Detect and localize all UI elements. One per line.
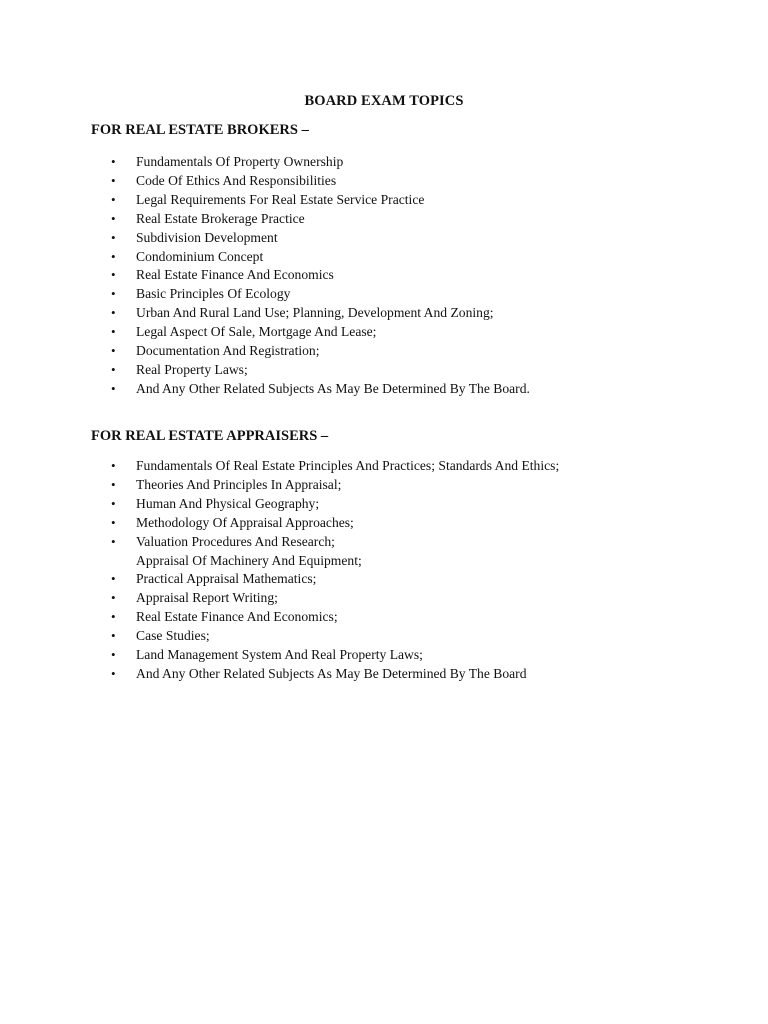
list-item bbox=[0, 608, 559, 627]
list-item bbox=[0, 304, 530, 323]
list-item bbox=[0, 342, 530, 361]
list-item-text: Land Management System And Real Property Laws; bbox=[136, 647, 423, 663]
list-item-text: Methodology Of Appraisal Approaches; bbox=[136, 514, 354, 530]
bullet-icon: • bbox=[111, 380, 116, 396]
list-item-text: Condominium Concept bbox=[136, 248, 264, 264]
list-item bbox=[0, 476, 559, 495]
bullet-icon: • bbox=[111, 343, 116, 359]
list-item-text: Real Estate Finance And Economics; bbox=[136, 609, 338, 625]
list-item bbox=[0, 191, 530, 210]
list-item bbox=[0, 665, 559, 684]
list-item-text: Subdivision Development bbox=[136, 229, 278, 245]
list-item bbox=[0, 380, 530, 399]
list-item bbox=[0, 172, 530, 191]
list-item bbox=[0, 495, 559, 514]
bullet-icon: • bbox=[111, 628, 116, 644]
brokers-section-heading: FOR REAL ESTATE BROKERS – bbox=[91, 122, 309, 138]
list-item bbox=[0, 210, 530, 229]
list-item-text: Basic Principles Of Ecology bbox=[136, 286, 291, 302]
bullet-icon: • bbox=[111, 495, 116, 511]
bullet-icon: • bbox=[111, 267, 116, 283]
list-item bbox=[0, 589, 559, 608]
bullet-icon: • bbox=[111, 324, 116, 340]
brokers-topic-list bbox=[0, 153, 530, 399]
bullet-icon: • bbox=[111, 665, 116, 681]
list-item-text: Case Studies; bbox=[136, 628, 210, 644]
bullet-icon: • bbox=[111, 248, 116, 264]
list-item-text: Real Estate Finance And Economics bbox=[136, 267, 334, 283]
list-item bbox=[0, 570, 559, 589]
bullet-icon: • bbox=[111, 590, 116, 606]
list-item bbox=[0, 266, 530, 285]
list-item bbox=[0, 627, 559, 646]
document-title: BOARD EXAM TOPICS bbox=[304, 93, 464, 109]
bullet-icon: • bbox=[111, 609, 116, 625]
bullet-icon: • bbox=[111, 305, 116, 321]
list-item-text: Appraisal Of Machinery And Equipment; bbox=[136, 552, 362, 568]
list-item-text: Code Of Ethics And Responsibilities bbox=[136, 172, 337, 188]
list-item bbox=[0, 457, 559, 476]
list-item bbox=[0, 514, 559, 533]
list-item-text: Fundamentals Of Real Estate Principles And Practices; Standards And Ethics; bbox=[136, 458, 560, 473]
bullet-icon: • bbox=[111, 286, 116, 302]
list-item bbox=[0, 229, 530, 248]
bullet-icon: • bbox=[111, 514, 116, 530]
bullet-icon: • bbox=[111, 191, 116, 207]
bullet-icon: • bbox=[111, 361, 116, 377]
list-item-text: Documentation And Registration; bbox=[136, 343, 320, 359]
list-item-text: Practical Appraisal Mathematics; bbox=[136, 571, 317, 587]
list-item-text: Valuation Procedures And Research; bbox=[136, 533, 335, 549]
bullet-icon: • bbox=[111, 229, 116, 245]
list-item-text: And Any Other Related Subjects As May Be Determined By The Board. bbox=[136, 380, 530, 396]
bullet-icon: • bbox=[111, 647, 116, 663]
list-item bbox=[0, 153, 530, 172]
list-item-text: Human And Physical Geography; bbox=[136, 495, 320, 511]
list-item-text: Theories And Principles In Appraisal; bbox=[136, 476, 342, 492]
list-item bbox=[0, 361, 530, 380]
bullet-icon: • bbox=[111, 533, 116, 549]
list-item-text: And Any Other Related Subjects As May Be Determined By The Board bbox=[136, 665, 527, 681]
list-item-text: Legal Requirements For Real Estate Service Practice bbox=[136, 191, 425, 207]
list-item bbox=[0, 248, 530, 267]
bullet-icon: • bbox=[111, 154, 116, 169]
bullet-icon: • bbox=[111, 458, 116, 473]
list-item-text: Legal Aspect Of Sale, Mortgage And Lease; bbox=[136, 324, 377, 340]
bullet-icon: • bbox=[111, 210, 116, 226]
bullet-icon: • bbox=[111, 571, 116, 587]
list-item-text: Fundamentals Of Property Ownership bbox=[136, 154, 344, 169]
appraisers-topic-list bbox=[0, 457, 559, 684]
bullet-icon: • bbox=[111, 476, 116, 492]
list-item-text: Appraisal Report Writing; bbox=[136, 590, 278, 606]
list-item-text: Real Estate Brokerage Practice bbox=[136, 210, 305, 226]
bullet-icon: • bbox=[111, 172, 116, 188]
list-item bbox=[0, 533, 559, 571]
list-item bbox=[0, 285, 530, 304]
list-item-text: Urban And Rural Land Use; Planning, Development And Zoning; bbox=[136, 305, 494, 321]
appraisers-section-heading: FOR REAL ESTATE APPRAISERS – bbox=[91, 428, 329, 444]
list-item bbox=[0, 323, 530, 342]
list-item-text: Real Property Laws; bbox=[136, 361, 248, 377]
list-item bbox=[0, 646, 559, 665]
